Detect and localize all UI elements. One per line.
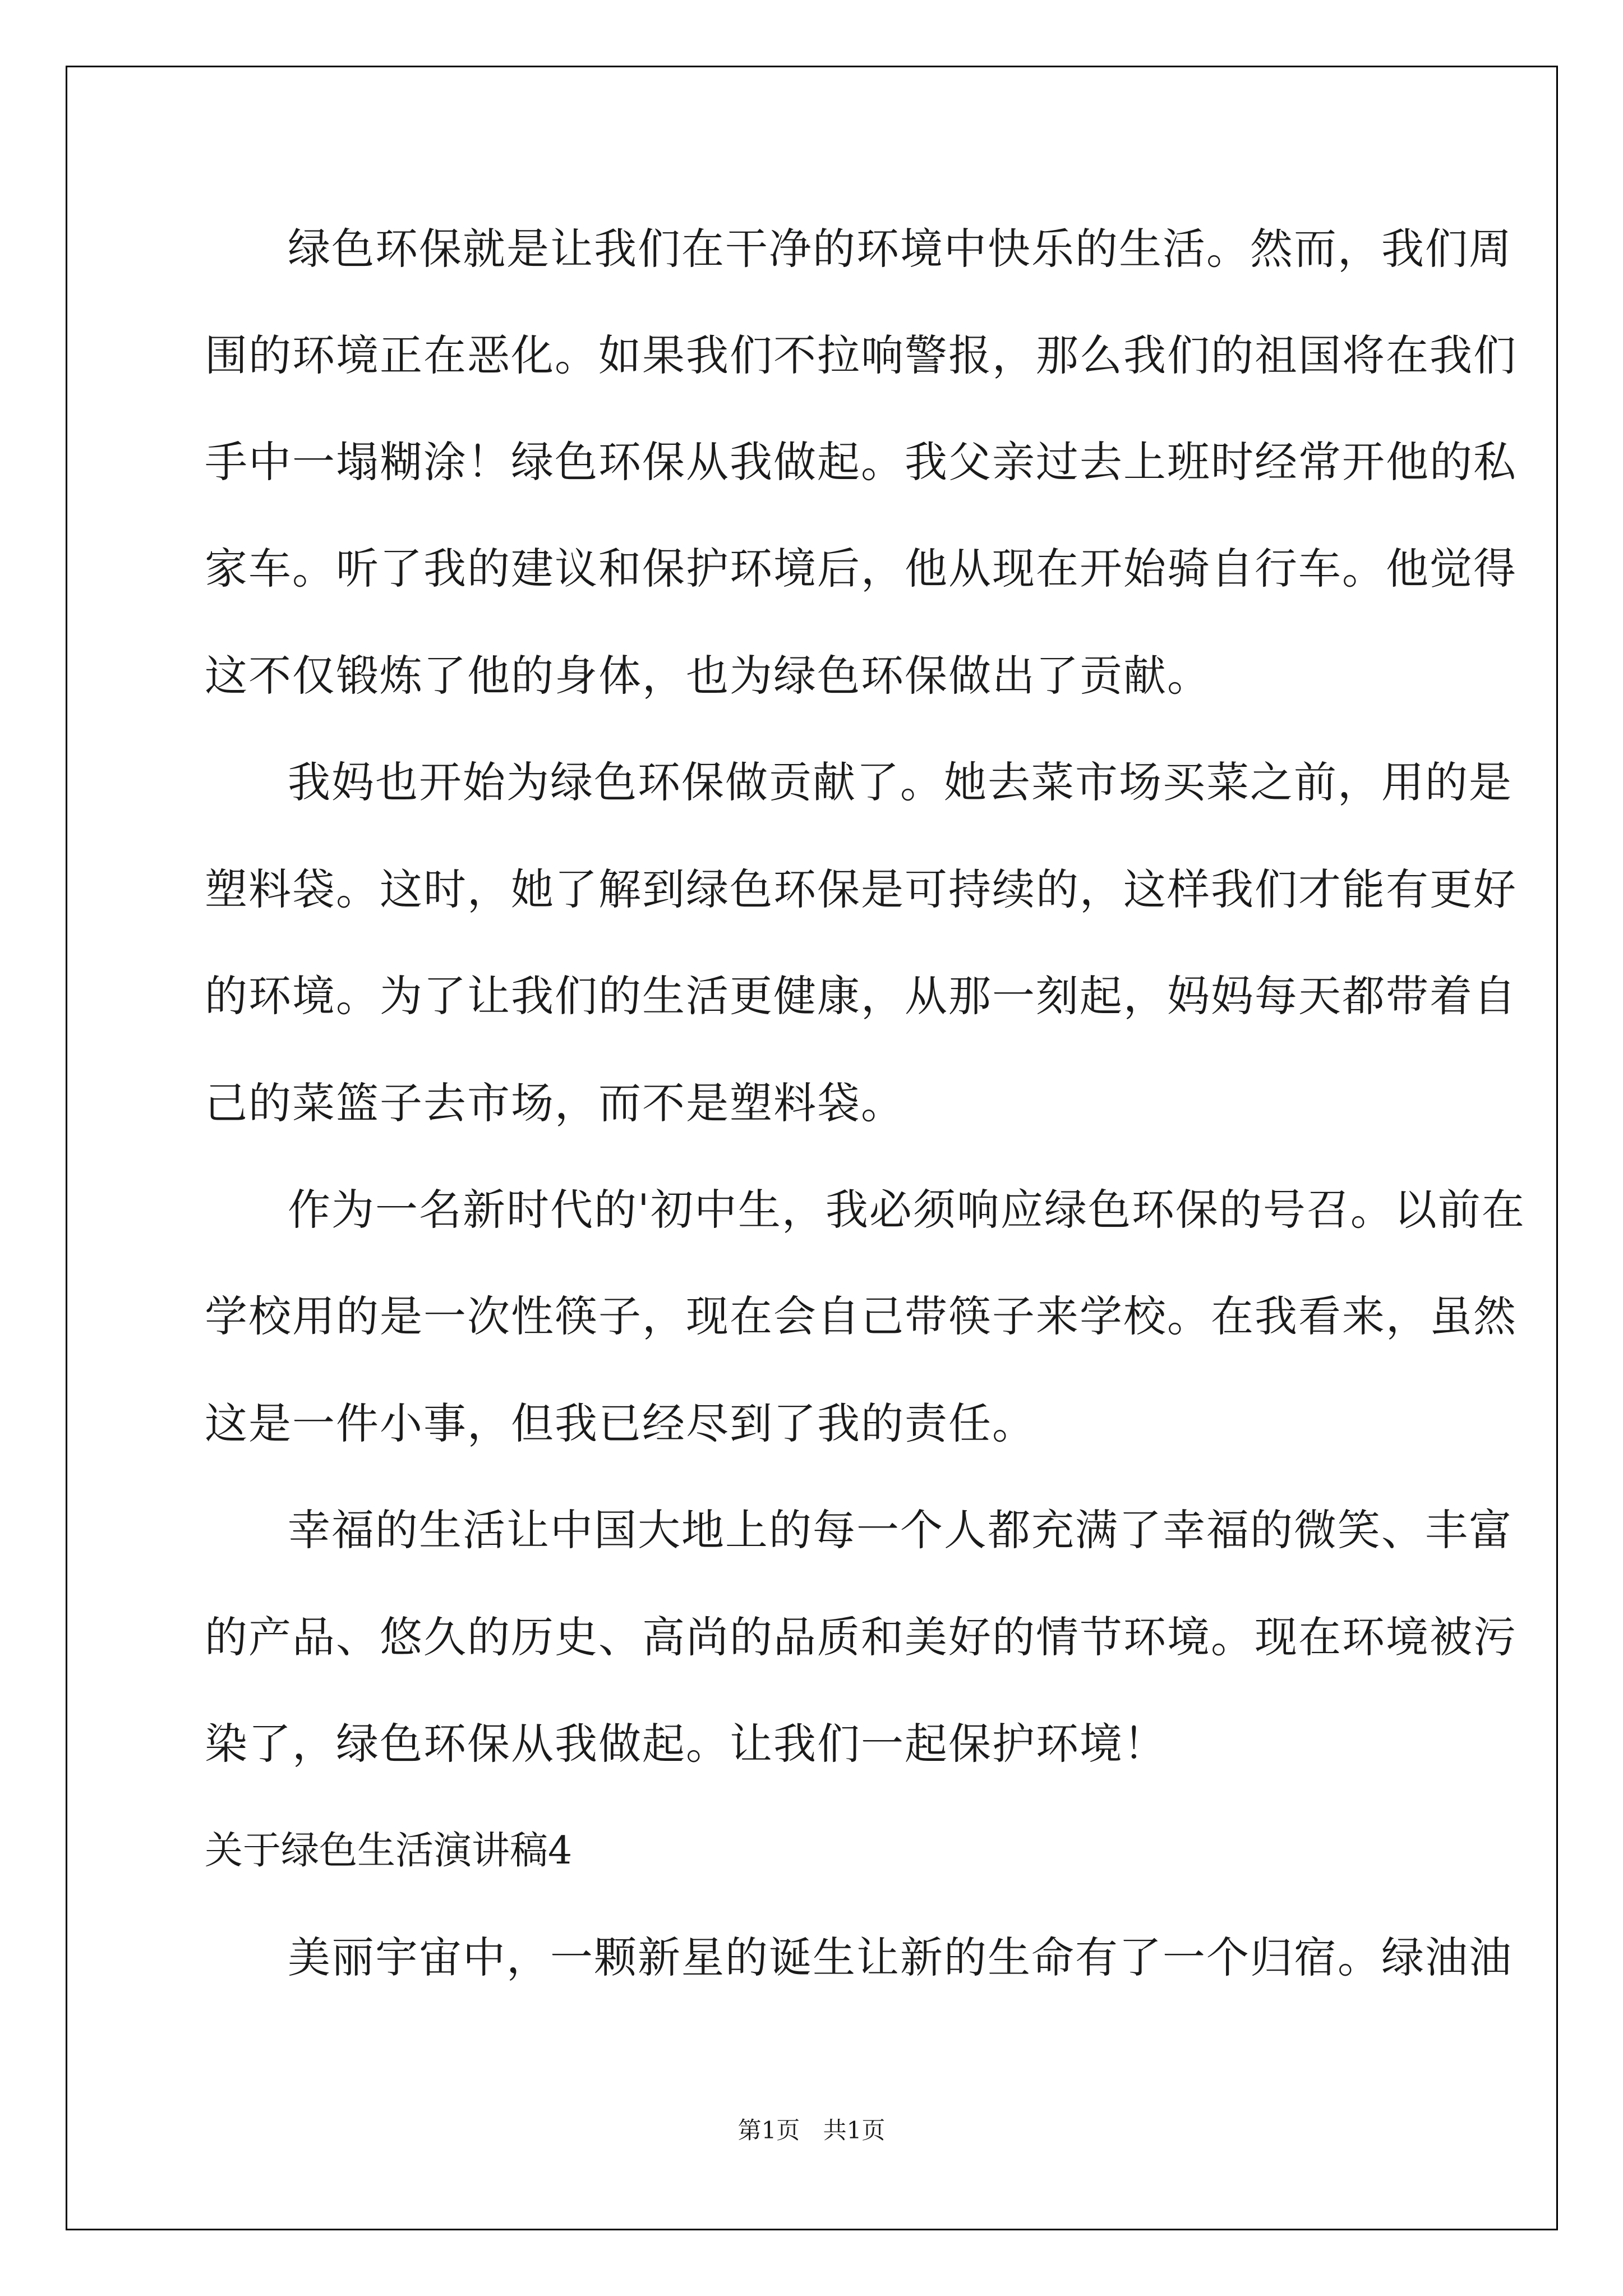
text-line: 这是一件小事，但我已经尽到了我的责任。 [205, 1398, 1036, 1448]
text-line: 的产品、悠久的历史、高尚的品质和美好的情节环境。现在环境被污 [205, 1612, 1517, 1662]
text-line: 手中一塌糊涂！绿色环保从我做起。我父亲过去上班时经常开他的私 [205, 437, 1517, 487]
text-line: 围的环境正在恶化。如果我们不拉响警报，那么我们的祖国将在我们 [205, 330, 1517, 380]
text-line: 的环境。为了让我们的生活更健康，从那一刻起，妈妈每天都带着自 [205, 971, 1517, 1021]
text-line: 作为一名新时代的'初中生，我必须响应绿色环保的号召。以前在 [288, 1185, 1525, 1235]
page-footer [0, 2114, 1623, 2147]
page-border [66, 66, 1558, 2230]
text-line: 染了，绿色环保从我做起。让我们一起保护环境！ [205, 1719, 1167, 1769]
page-number-current: 第1页 [737, 2116, 800, 2144]
text-line: 绿色环保就是让我们在干净的环境中快乐的生活。然而，我们周 [288, 224, 1513, 274]
text-line: 美丽宇宙中，一颗新星的诞生让新的生命有了一个归宿。绿油油 [288, 1932, 1513, 1982]
text-line: 学校用的是一次性筷子，现在会自己带筷子来学校。在我看来，虽然 [205, 1291, 1517, 1341]
text-line: 幸福的生活让中国大地上的每一个人都充满了幸福的微笑、丰富 [288, 1505, 1513, 1555]
text-line: 这不仅锻炼了他的身体，也为绿色环保做出了贡献。 [205, 651, 1211, 701]
text-line: 己的菜篮子去市场，而不是塑料袋。 [205, 1078, 905, 1128]
text-line: 我妈也开始为绿色环保做贡献了。她去菜市场买菜之前，用的是 [288, 757, 1513, 807]
page-number-total: 共1页 [823, 2116, 886, 2144]
text-line: 家车。听了我的建议和保护环境后，他从现在开始骑自行车。他觉得 [205, 544, 1517, 593]
section-heading: 关于绿色生活演讲稿4 [205, 1829, 573, 1873]
text-line: 塑料袋。这时，她了解到绿色环保是可持续的，这样我们才能有更好 [205, 864, 1517, 914]
